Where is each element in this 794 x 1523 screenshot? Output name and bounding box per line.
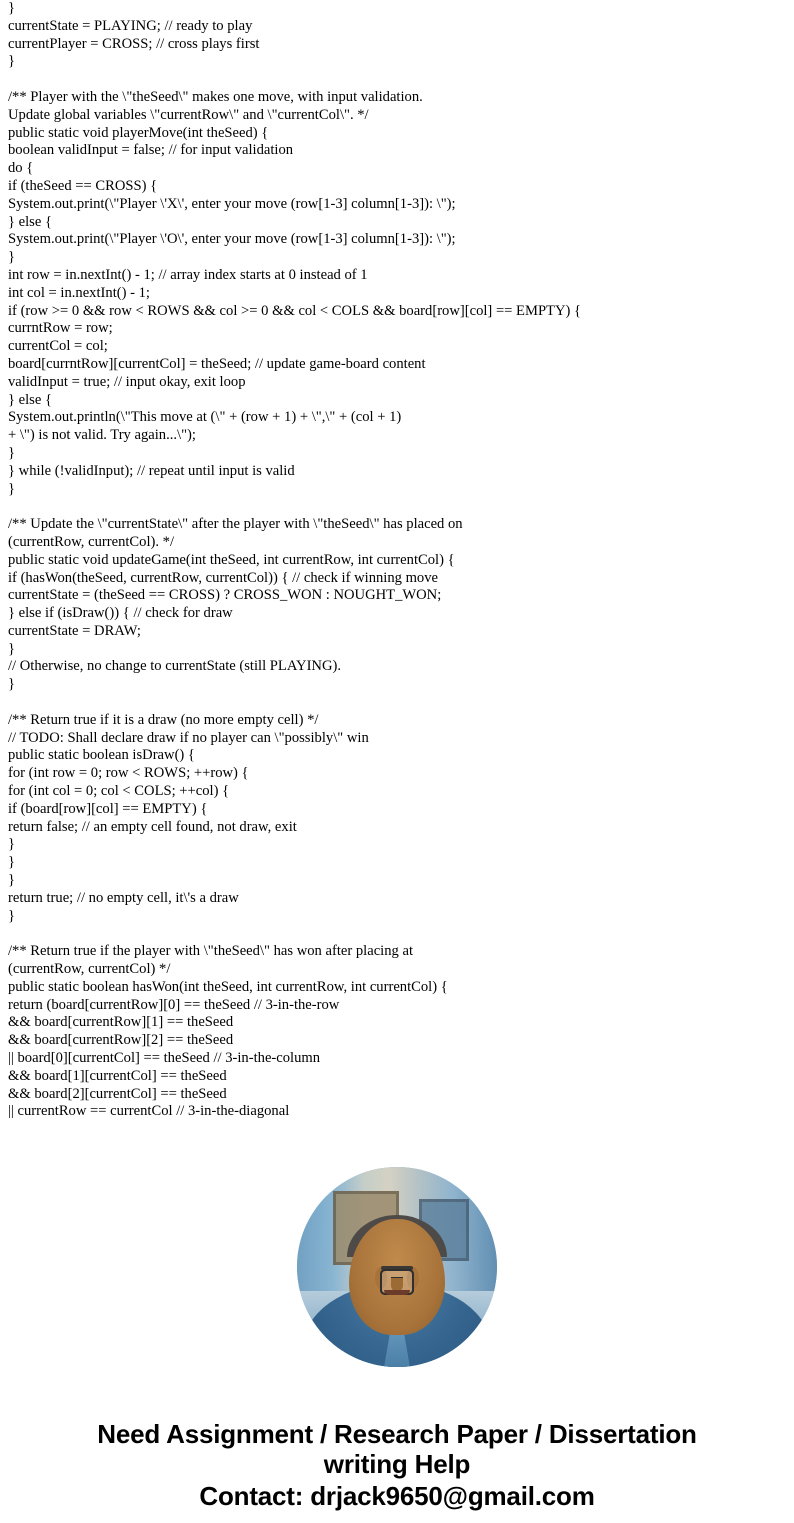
code-line: } else if (isDraw()) { // check for draw <box>8 605 233 622</box>
photo-mouth <box>384 1290 410 1295</box>
code-line: public static void playerMove(int theSeed) { <box>8 124 269 141</box>
code-line: currentState = DRAW; <box>8 622 141 639</box>
promo-line-1: Need Assignment / Research Paper / Dissertation <box>97 1419 697 1450</box>
code-line: board[currntRow][currentCol] = theSeed; // update game-board content <box>8 355 426 372</box>
code-line: (currentRow, currentCol) */ <box>8 961 171 978</box>
code-line: currentState = (theSeed == CROSS) ? CROSS_WON : NOUGHT_WON; <box>8 587 442 604</box>
code-line: for (int row = 0; row < ROWS; ++row) { <box>8 765 249 782</box>
code-line: /** Player with the \"theSeed\" makes one move, with input validation. <box>8 88 423 105</box>
code-line: + \") is not valid. Try again...\"); <box>8 427 196 444</box>
code-line: boolean validInput = false; // for input validation <box>8 142 294 159</box>
code-line: do { <box>8 160 34 177</box>
code-line: } <box>8 854 16 871</box>
code-line: || currentRow == currentCol // 3-in-the-diagonal <box>8 1103 290 1120</box>
avatar-container <box>8 1167 786 1367</box>
code-line: if (theSeed == CROSS) { <box>8 177 158 194</box>
code-line: public static boolean isDraw() { <box>8 747 195 764</box>
promo-line-2: writing Help <box>323 1449 471 1480</box>
code-line: return true; // no empty cell, it\'s a draw <box>8 889 239 906</box>
code-line: && board[1][currentCol] == theSeed <box>8 1067 227 1084</box>
code-line: currentState = PLAYING; // ready to play <box>8 17 253 34</box>
code-line: return (board[currentRow][0] == theSeed // 3-in-the-row <box>8 996 340 1013</box>
code-line: && board[currentRow][2] == theSeed <box>8 1032 234 1049</box>
code-line: } else { <box>8 391 52 408</box>
code-line: } while (!validInput); // repeat until input is valid <box>8 462 295 479</box>
code-line: System.out.print(\"Player \'O\', enter your move (row[1-3] column[1-3]): \"); <box>8 231 456 248</box>
code-line <box>8 694 786 712</box>
promo-contact: Contact: drjack9650@gmail.com <box>199 1481 595 1512</box>
code-line: Update global variables \"currentRow\" and \"currentCol\". */ <box>8 106 369 123</box>
code-line: public static boolean hasWon(int theSeed, int currentRow, int currentCol) { <box>8 978 448 995</box>
code-line: currntRow = row; <box>8 320 113 337</box>
code-line: public static void updateGame(int theSeed, int currentRow, int currentCol) { <box>8 551 455 568</box>
promo-block <box>8 1419 786 1511</box>
code-line: currentPlayer = CROSS; // cross plays first <box>8 35 260 52</box>
photo-head <box>349 1219 445 1335</box>
code-line: if (board[row][col] == EMPTY) { <box>8 800 208 817</box>
code-line: if (row >= 0 && row < ROWS && col >= 0 && col < COLS && board[row][col] == EMPTY) { <box>8 302 582 319</box>
code-line: int col = in.nextInt() - 1; <box>8 284 150 301</box>
code-line: } <box>8 0 16 16</box>
code-line: // Otherwise, no change to currentState (still PLAYING). <box>8 658 342 675</box>
code-line: } <box>8 872 16 889</box>
code-line: } <box>8 444 16 461</box>
code-line: } <box>8 836 16 853</box>
code-line <box>8 925 786 943</box>
code-line: } <box>8 907 16 924</box>
code-line <box>8 71 786 89</box>
code-line: /** Return true if the player with \"theSeed\" has won after placing at <box>8 943 414 960</box>
code-line: && board[currentRow][1] == theSeed <box>8 1014 234 1031</box>
java-code-listing <box>8 0 786 1121</box>
code-line: /** Return true if it is a draw (no more empty cell) */ <box>8 711 319 728</box>
code-line: System.out.println(\"This move at (\" + (row + 1) + \",\" + (col + 1) <box>8 409 402 426</box>
code-line: || board[0][currentCol] == theSeed // 3-in-the-column <box>8 1050 321 1067</box>
code-line: } <box>8 676 16 693</box>
code-line: return false; // an empty cell found, not draw, exit <box>8 818 297 835</box>
avatar <box>297 1167 497 1367</box>
code-line: System.out.print(\"Player \'X\', enter your move (row[1-3] column[1-3]): \"); <box>8 195 456 212</box>
code-line: int row = in.nextInt() - 1; // array index starts at 0 instead of 1 <box>8 266 368 283</box>
code-line <box>8 498 786 516</box>
code-line: (currentRow, currentCol). */ <box>8 533 175 550</box>
code-line: } else { <box>8 213 52 230</box>
code-line: /** Update the \"currentState\" after the player with \"theSeed\" has placed on <box>8 516 463 533</box>
code-line: validInput = true; // input okay, exit loop <box>8 373 246 390</box>
code-line: currentCol = col; <box>8 338 108 355</box>
code-line: } <box>8 480 16 497</box>
code-line: } <box>8 640 16 657</box>
code-line: // TODO: Shall declare draw if no player can \"possibly\" win <box>8 729 369 746</box>
code-line: for (int col = 0; col < COLS; ++col) { <box>8 783 230 800</box>
code-line: if (hasWon(theSeed, currentRow, currentCol)) { // check if winning move <box>8 569 439 586</box>
code-line: } <box>8 249 16 266</box>
code-line: && board[2][currentCol] == theSeed <box>8 1085 227 1102</box>
code-line: } <box>8 53 16 70</box>
